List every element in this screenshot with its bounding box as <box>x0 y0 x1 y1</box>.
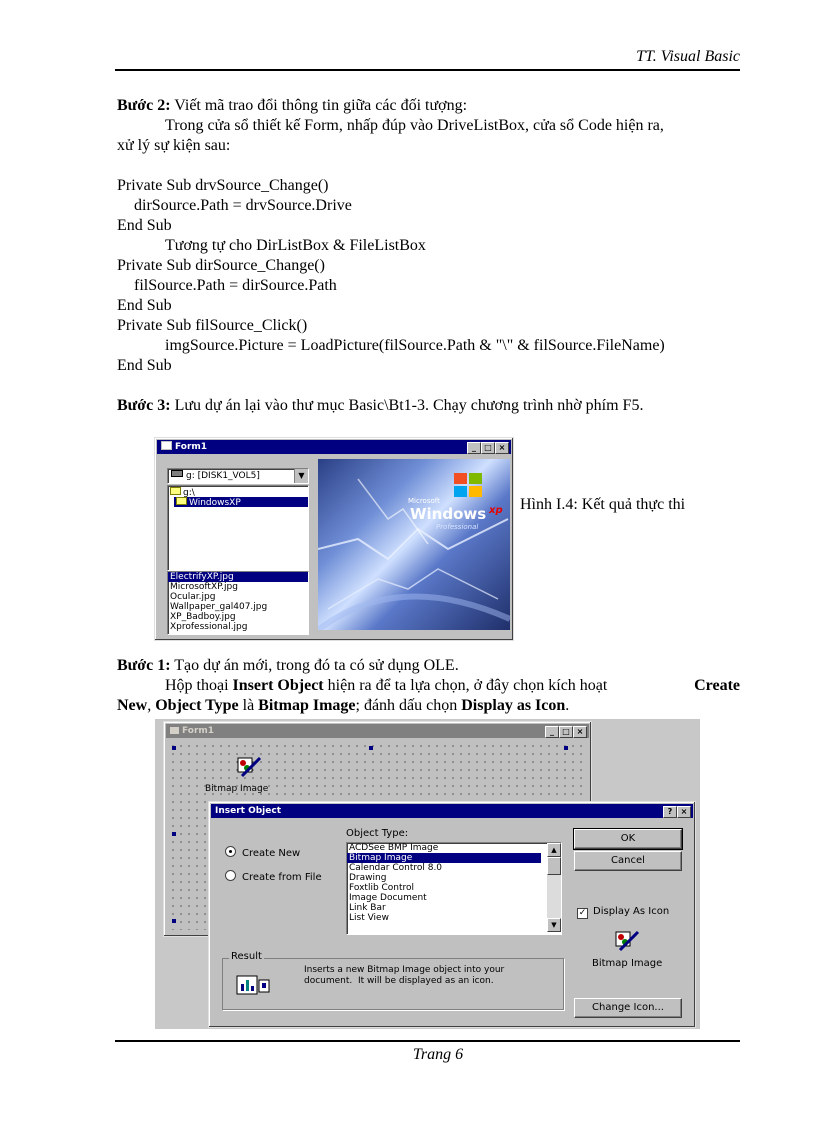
object-type-listbox[interactable] <box>346 842 562 935</box>
code-line-1: Private Sub drvSource_Change() <box>117 177 329 194</box>
drive-icon <box>171 470 183 477</box>
dialog-titlebar <box>211 804 693 818</box>
code-line-9: imgSource.Picture = LoadPicture(filSource.Path & "\" & filSource.FileName) <box>165 337 665 354</box>
close-icon[interactable]: × <box>573 726 587 738</box>
step1-line3: New, Object Type là Bitmap Image; đánh dấu chọn Display as Icon. <box>117 697 570 714</box>
selection-handle[interactable] <box>564 746 568 750</box>
code-line-6: filSource.Path = dirSource.Path <box>134 277 337 294</box>
step1-line2: Hộp thoại Insert Object hiện ra để ta lựa chọn, ở đây chọn kích hoạt Create <box>165 677 740 694</box>
folder-open-icon <box>176 497 187 505</box>
display-as-icon-checkbox[interactable] <box>577 906 669 919</box>
step2-text: Viết mã trao đổi thông tin giữa các đối tượng: <box>170 97 468 114</box>
minimize-icon[interactable]: _ <box>545 726 559 738</box>
logo-xp-text: xp <box>489 505 503 516</box>
checkbox-checked-icon[interactable]: ✓ <box>578 908 587 918</box>
file-listbox[interactable] <box>167 571 309 635</box>
form1-title: Form1 <box>175 442 208 452</box>
ok-button[interactable]: OK <box>574 829 682 849</box>
app-icon <box>161 441 172 450</box>
object-type-item[interactable]: List View <box>349 913 389 923</box>
object-type-item[interactable]: Drawing <box>349 873 387 883</box>
dir-listbox[interactable] <box>167 485 309 571</box>
file-item[interactable]: XP_Badboy.jpg <box>170 612 236 622</box>
scroll-thumb[interactable] <box>547 857 561 875</box>
code-line-4: Tương tự cho DirListBox & FileListBox <box>165 237 426 254</box>
radio-create-from-file[interactable] <box>225 870 322 883</box>
header-rule <box>115 69 740 71</box>
bitmap-image-label: Bitmap Image <box>205 784 269 794</box>
change-icon-button[interactable]: Change Icon... <box>574 998 682 1018</box>
folder-open-icon <box>170 487 181 495</box>
form1-window <box>154 437 514 641</box>
scroll-up-icon[interactable]: ▲ <box>547 843 561 857</box>
object-type-item[interactable]: Foxtlib Control <box>349 883 415 893</box>
drive-value: g: [DISK1_VOL5] <box>186 471 260 481</box>
code-line-5: Private Sub dirSource_Change() <box>117 257 325 274</box>
maximize-icon[interactable]: □ <box>559 726 573 738</box>
object-type-item-selected[interactable]: Bitmap Image <box>347 853 541 863</box>
step2-heading <box>117 96 467 116</box>
step3-text: Lưu dự án lại vào thư mục Basic\Bt1-3. Chạy chương trình nhờ phím F5. <box>170 397 644 414</box>
step1-text: Tạo dự án mới, trong đó ta có sử dụng OLE. <box>170 657 459 674</box>
step2-line1: Trong cửa sổ thiết kế Form, nhấp đúp vào DriveListBox, cửa sổ Code hiện ra, <box>165 117 664 134</box>
scrollbar[interactable] <box>547 843 561 932</box>
figure1-caption: Hình I.4: Kết quả thực thi <box>520 496 686 513</box>
step3-heading <box>117 396 643 416</box>
file-item[interactable]: MicrosoftXP.jpg <box>170 582 238 592</box>
object-type-item[interactable]: Image Document <box>349 893 427 903</box>
page-number: Trang 6 <box>412 1046 464 1063</box>
step2-label: Bước 2: <box>117 97 171 114</box>
drive-combobox[interactable] <box>167 468 309 484</box>
maximize-icon[interactable]: □ <box>481 442 495 454</box>
footer-rule <box>115 1040 740 1042</box>
radio-unchecked-icon[interactable] <box>225 870 236 881</box>
object-type-item[interactable]: ACDSee BMP Image <box>349 843 439 853</box>
form1-design-titlebar <box>166 724 589 738</box>
code-line-8: Private Sub filSource_Click() <box>117 317 308 334</box>
result-icon <box>236 974 270 998</box>
file-item[interactable]: Wallpaper_gal407.jpg <box>170 602 268 612</box>
icon-caption: Bitmap Image <box>592 958 663 969</box>
file-item[interactable]: Xprofessional.jpg <box>170 622 248 632</box>
app-icon <box>170 727 179 734</box>
cancel-button[interactable]: Cancel <box>574 851 682 871</box>
selection-handle[interactable] <box>172 832 176 836</box>
insert-object-dialog <box>208 801 696 1028</box>
code-line-2: dirSource.Path = drvSource.Drive <box>134 197 352 214</box>
selection-handle[interactable] <box>369 746 373 750</box>
file-item[interactable]: Ocular.jpg <box>170 592 216 602</box>
object-type-item[interactable]: Link Bar <box>349 903 386 913</box>
step3-label: Bước 3: <box>117 397 171 414</box>
scroll-down-icon[interactable]: ▼ <box>547 918 561 932</box>
radio-create-new-label: Create New <box>242 848 301 859</box>
step2-line2: xử lý sự kiện sau: <box>117 137 231 154</box>
help-icon[interactable]: ? <box>663 806 677 818</box>
step1-heading <box>117 656 459 676</box>
code-line-7: End Sub <box>117 297 172 314</box>
selection-handle[interactable] <box>172 746 176 750</box>
logo-top-text: Microsoft <box>408 497 440 505</box>
close-icon[interactable]: × <box>677 806 691 818</box>
radio-create-from-file-label: Create from File <box>242 872 322 883</box>
dialog-title: Insert Object <box>215 806 282 816</box>
result-text-line2: document. It will be displayed as an icon. <box>304 976 494 986</box>
radio-create-new[interactable] <box>225 846 300 859</box>
result-label: Result <box>231 951 262 962</box>
code-line-10: End Sub <box>117 357 172 374</box>
logo-main-text: Windows <box>410 505 487 523</box>
image-preview <box>318 459 510 630</box>
dir-item-root[interactable]: g:\ <box>168 487 308 497</box>
display-as-icon-label: Display As Icon <box>593 906 670 917</box>
header-title: TT. Visual Basic <box>636 48 740 65</box>
minimize-icon[interactable]: _ <box>467 442 481 454</box>
dir-item-selected[interactable]: WindowsXP <box>174 497 308 507</box>
selection-handle[interactable] <box>172 919 176 923</box>
form1-design-title: Form1 <box>182 726 215 736</box>
page-header <box>115 48 740 70</box>
step1-label: Bước 1: <box>117 657 171 674</box>
windows-flag-icon <box>454 473 484 499</box>
object-type-item[interactable]: Calendar Control 8.0 <box>349 863 443 873</box>
object-type-label: Object Type: <box>346 828 409 839</box>
file-item[interactable]: ElectrifyXP.jpg <box>168 572 308 582</box>
logo-sub-text: Professional <box>436 523 479 531</box>
code-line-3: End Sub <box>117 217 172 234</box>
close-icon[interactable]: × <box>495 442 509 454</box>
bitmap-image-icon <box>610 926 640 954</box>
radio-checked-icon[interactable] <box>225 846 236 857</box>
form1-titlebar <box>157 440 511 454</box>
bitmap-image-icon <box>232 752 262 780</box>
chevron-down-icon[interactable]: ▼ <box>294 469 308 483</box>
result-text-line1: Inserts a new Bitmap Image object into your <box>304 965 505 975</box>
